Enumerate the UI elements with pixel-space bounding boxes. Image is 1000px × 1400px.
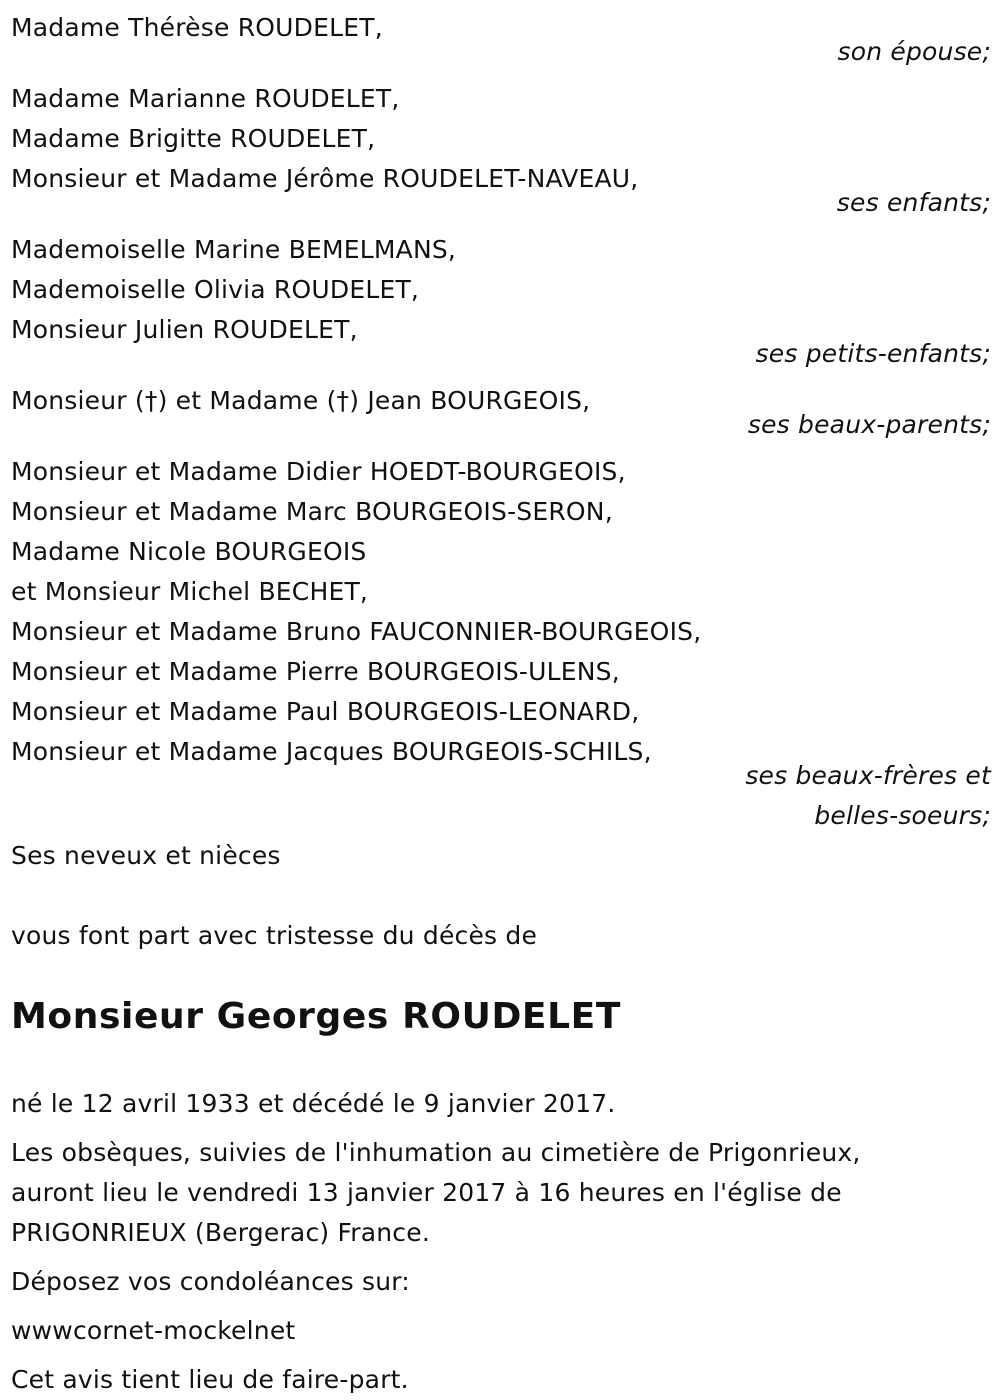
deceased-name: Monsieur Georges ROUDELET [11, 996, 622, 1037]
sibling-in-law-name: Monsieur et Madame Didier HOEDT-BOURGEOIS, [11, 457, 626, 486]
funeral-info: Les obsèques, suivies de l'inhumation au cimetière de Prigonrieux, [11, 1138, 861, 1167]
grandchild-name: Monsieur Julien ROUDELET, [11, 315, 358, 344]
relation-grandchildren: ses petits-enfants; [755, 339, 991, 368]
funeral-info: PRIGONRIEUX (Bergerac) France. [11, 1218, 430, 1247]
child-name: Monsieur et Madame Jérôme ROUDELET-NAVEAU, [11, 164, 639, 193]
birth-death-dates: né le 12 avril 1933 et décédé le 9 janvier 2017. [11, 1089, 616, 1118]
relation-children: ses enfants; [836, 188, 991, 217]
sibling-in-law-name: Monsieur et Madame Bruno FAUCONNIER-BOURGEOIS, [11, 617, 702, 646]
grandchild-name: Mademoiselle Marine BEMELMANS, [11, 235, 457, 264]
sibling-in-law-name: Monsieur et Madame Pierre BOURGEOIS-ULENS, [11, 657, 620, 686]
sibling-in-law-name: Monsieur et Madame Marc BOURGEOIS-SERON, [11, 497, 613, 526]
child-name: Madame Brigitte ROUDELET, [11, 124, 376, 153]
closing-note: Cet avis tient lieu de faire-part. [11, 1365, 409, 1394]
sibling-in-law-name: Monsieur et Madame Paul BOURGEOIS-LEONARD, [11, 697, 640, 726]
relation-siblings-in-law-line2: belles-soeurs; [814, 801, 991, 830]
sibling-in-law-name: Monsieur et Madame Jacques BOURGEOIS-SCHILS, [11, 737, 652, 766]
spouse-name: Madame Thérèse ROUDELET, [11, 13, 383, 42]
death-notice [11, 8, 991, 1400]
condolences-website: wwwcornet-mockelnet [11, 1316, 296, 1345]
child-name: Madame Marianne ROUDELET, [11, 84, 400, 113]
sibling-in-law-name: Madame Nicole BOURGEOIS [11, 537, 367, 566]
sibling-in-law-name: et Monsieur Michel BECHET, [11, 577, 369, 606]
relation-parents-in-law: ses beaux-parents; [747, 410, 991, 439]
announcement-text: vous font part avec tristesse du décès de [11, 921, 538, 950]
relation-siblings-in-law-line1: ses beaux-frères et [745, 761, 991, 790]
parents-in-law-name: Monsieur (†) et Madame (†) Jean BOURGEOIS, [11, 386, 591, 415]
condolences-label: Déposez vos condoléances sur: [11, 1267, 410, 1296]
relation-spouse: son épouse; [837, 37, 991, 66]
funeral-info: auront lieu le vendredi 13 janvier 2017 à 16 heures en l'église de [11, 1178, 842, 1207]
grandchild-name: Mademoiselle Olivia ROUDELET, [11, 275, 420, 304]
nephews-nieces: Ses neveux et nièces [11, 841, 281, 870]
